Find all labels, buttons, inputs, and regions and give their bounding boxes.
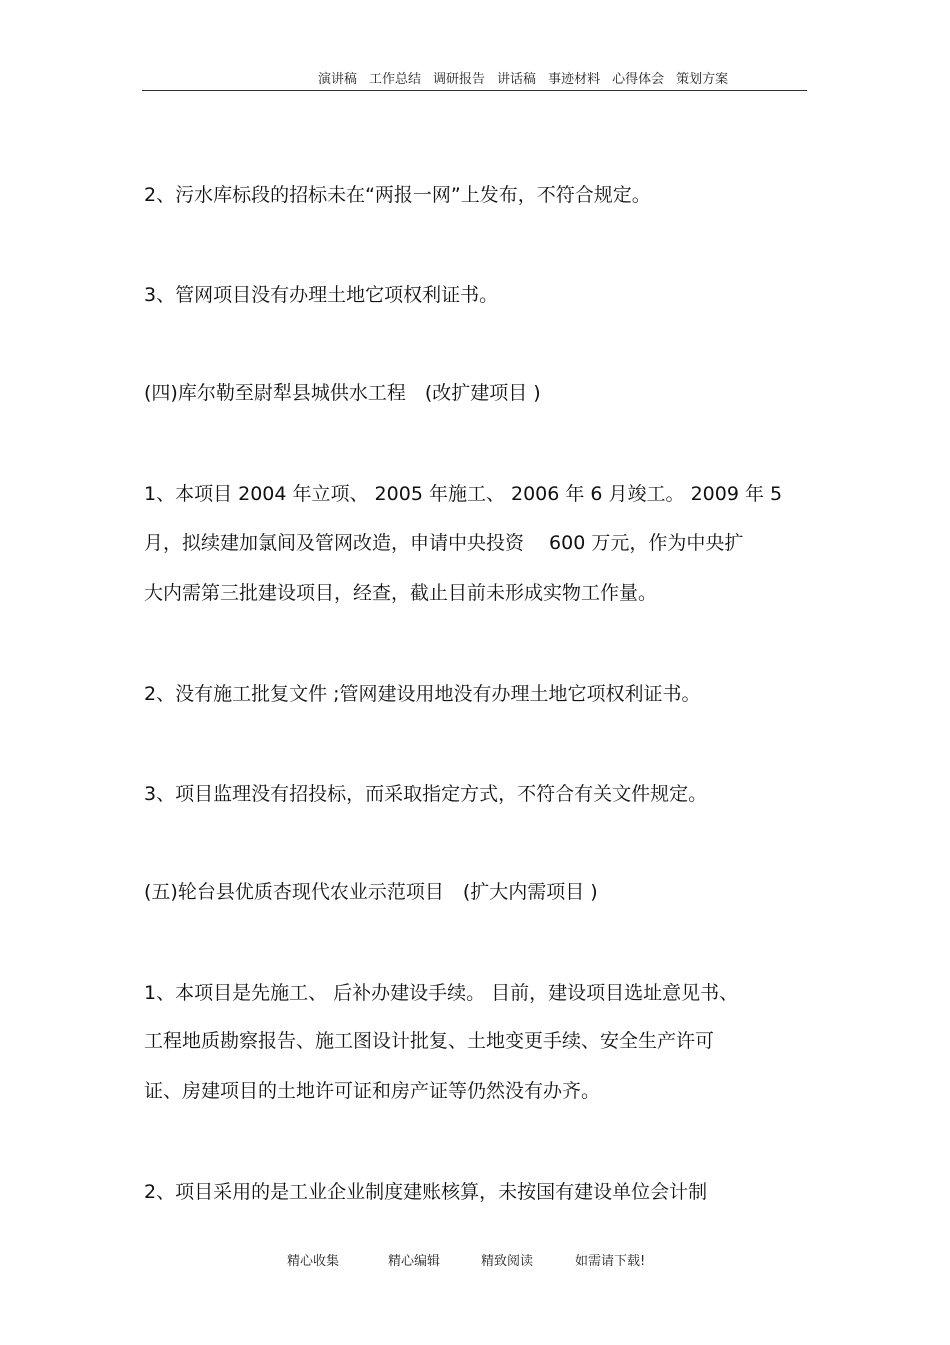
header-category-list xyxy=(318,68,728,87)
paragraph-line: 月，拟续建加氯间及管网改造，申请中央投资 600 万元，作为中央扩 xyxy=(144,532,744,554)
paragraph-line: 2、污水库标段的招标未在“两报一网”上发布，不符合规定。 xyxy=(144,184,651,206)
footer-item: 精心收集 xyxy=(287,1254,340,1269)
paragraph-line: 3、项目监理没有招投标，而采取指定方式，不符合有关文件规定。 xyxy=(144,783,708,805)
header-category: 演讲稿 xyxy=(318,72,358,87)
section-heading: (五)轮台县优质杏现代农业示范项目 (扩大内需项目 ) xyxy=(144,881,598,903)
header-category: 调研报告 xyxy=(433,72,486,87)
footer-item: 精致阅读 xyxy=(481,1254,534,1269)
paragraph-line: 2、没有施工批复文件 ;管网建设用地没有办理土地它项权利证书。 xyxy=(144,683,701,705)
paragraph-line: 2、项目采用的是工业企业制度建账核算，未按国有建设单位会计制 xyxy=(144,1181,708,1203)
paragraph-line: 3、管网项目没有办理土地它项权利证书。 xyxy=(144,284,499,306)
header-category: 讲话稿 xyxy=(497,72,537,87)
header-category: 策划方案 xyxy=(676,72,729,87)
header-category: 工作总结 xyxy=(369,72,422,87)
footer-item: 如需请下载! xyxy=(575,1254,646,1269)
paragraph-line: 1、本项目 2004 年立项、 2005 年施工、 2006 年 6 月竣工。 2009 年 5 xyxy=(144,483,783,505)
paragraph-line: 证、房建项目的土地许可证和房产证等仍然没有办齐。 xyxy=(144,1080,601,1102)
paragraph-line: 大内需第三批建设项目，经查，截止目前未形成实物工作量。 xyxy=(144,582,658,604)
header-category: 心得体会 xyxy=(612,72,665,87)
page-header xyxy=(0,68,950,90)
header-category: 事迹材料 xyxy=(548,72,601,87)
page-footer xyxy=(0,1250,950,1270)
paragraph-line: 1、本项目是先施工、 后补办建设手续。 目前，建设项目选址意见书、 xyxy=(144,982,739,1004)
footer-item: 精心编辑 xyxy=(388,1254,441,1269)
paragraph-line: 工程地质勘察报告、施工图设计批复、土地变更手续、安全生产许可 xyxy=(144,1030,715,1052)
section-heading: (四)库尔勒至尉犁县城供水工程 (改扩建项目 ) xyxy=(144,382,541,404)
header-divider xyxy=(142,90,807,91)
